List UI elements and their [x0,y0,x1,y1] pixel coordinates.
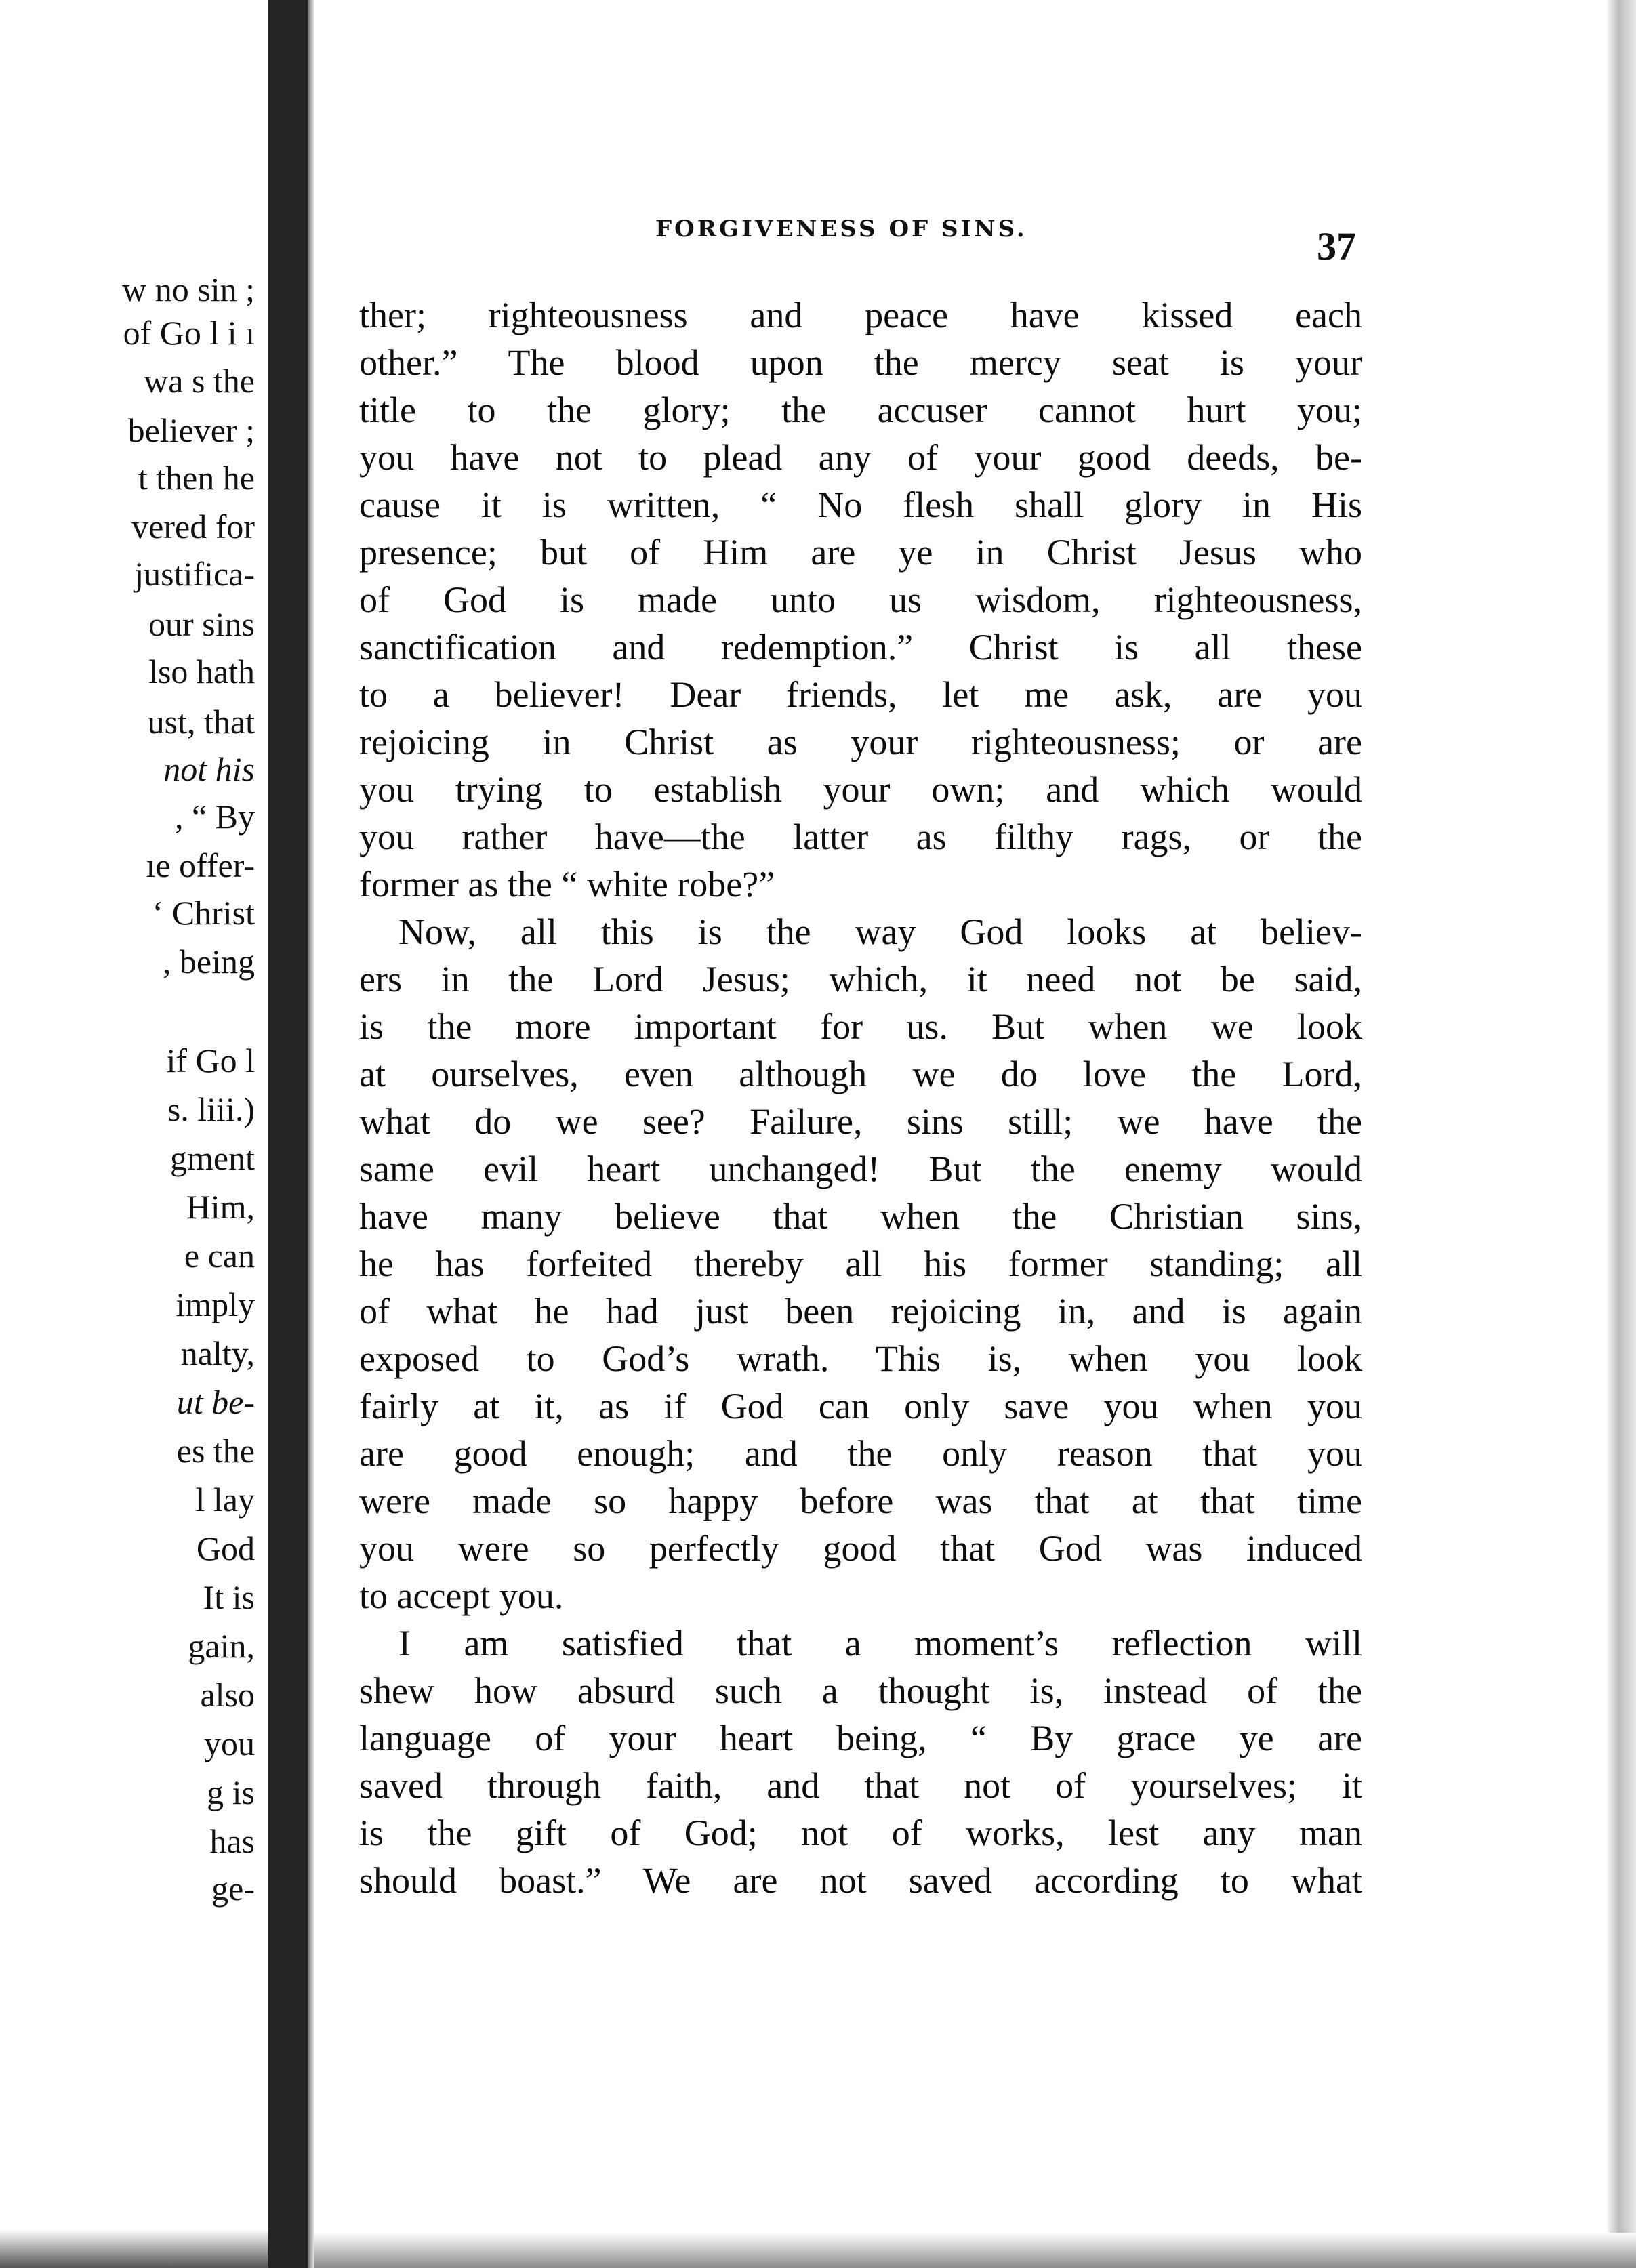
body-text-line: at ourselves, even although we do love the Lord, [359,1054,1362,1094]
body-text-line: are good enough; and the only reason that you [359,1433,1362,1474]
left-page-line: l lay [195,1481,255,1519]
left-page-line: God [196,1529,255,1567]
left-page-line: Him, [186,1188,255,1226]
body-text-line: ers in the Lord Jesus; which, it need not be said, [359,959,1362,999]
body-text-line: you were so perfectly good that God was induced [359,1528,1362,1569]
left-page-line: t then he [138,459,255,497]
body-text-line: rejoicing in Christ as your righteousness; or are [359,722,1362,762]
left-page-line: ge- [211,1870,255,1908]
gutter-shadow [308,0,314,2268]
left-page-line: gment [170,1139,255,1177]
body-text-line: were made so happy before was that at that time [359,1481,1362,1521]
left-page-line: gain, [188,1627,255,1665]
left-facing-page [0,0,268,2268]
left-page-line: has [209,1822,255,1860]
paragraph-start-line: Now, all this is the way God looks at believ- [398,911,1362,952]
body-text-line: you rather have—the latter as filthy rags, or the [359,817,1362,857]
left-page-line: nalty, [180,1334,255,1372]
left-page-line: , “ By [174,798,255,836]
body-text-line: former as the “ white robe?” [359,864,775,905]
body-text-line: title to the glory; the accuser cannot hurt you; [359,390,1362,430]
left-page-line: e can [184,1237,255,1275]
running-head: FORGIVENESS OF SINS. [655,215,1027,243]
left-page-line: ıe offer- [146,846,255,884]
left-page-line: g is [207,1773,255,1811]
book-gutter [268,0,308,2268]
left-page-line: ut be- [176,1383,255,1421]
body-text-line: ther; righteousness and peace have kissed each [359,295,1362,335]
left-page-line: ust, that [147,703,255,741]
body-text-line: you have not to plead any of your good deeds, be- [359,437,1362,478]
left-page-line: justifica- [134,555,255,593]
body-text-line: is the more important for us. But when we look [359,1006,1362,1047]
left-page-line: s. liii.) [167,1090,255,1128]
left-page-line: if Go l [166,1042,255,1079]
left-page-line: you [204,1725,255,1762]
body-text-line: of what he had just been rejoicing in, and is again [359,1291,1362,1332]
left-page-line: wa s the [144,362,255,400]
left-page-line: , being [162,943,255,981]
body-text-line: to accept you. [359,1575,564,1616]
body-text-line: what do we see? Failure, sins still; we have the [359,1101,1362,1142]
left-page-line: our sins [148,605,255,643]
left-page-line: It is [203,1578,255,1616]
left-page-line: also [200,1676,255,1714]
body-text-line: he has forfeited thereby all his former standing; all [359,1243,1362,1284]
left-page-line: believer ; [127,411,255,449]
left-page-line: not his [163,750,255,788]
left-page-line: imply [176,1285,255,1323]
left-page-line: of Go l i ı [123,314,255,352]
page-edge [1608,0,1636,2268]
body-text-line: sanctification and redemption.” Christ is all these [359,627,1362,667]
body-text-line: of God is made unto us wisdom, righteousness, [359,579,1362,620]
left-page-bottom-shadow [0,2229,268,2268]
body-text-line: language of your heart being, “ By grace ye are [359,1718,1362,1758]
body-text-line: have many believe that when the Christian sins, [359,1196,1362,1237]
body-text-line: you trying to establish your own; and which would [359,769,1362,810]
body-text-line: cause it is written, “ No flesh shall glory in His [359,484,1362,525]
left-page-line: w no sin ; [122,270,255,308]
left-page-line: vered for [131,508,255,545]
left-page-line: lso hath [148,653,255,690]
left-page-line: es the [176,1432,255,1470]
body-text-line: should boast.” We are not saved according to what [359,1860,1362,1901]
body-text-line: is the gift of God; not of works, lest any man [359,1813,1362,1853]
body-text-line: exposed to God’s wrath. This is, when you look [359,1338,1362,1379]
paragraph-start-line: I am satisfied that a moment’s reflection will [398,1623,1362,1664]
body-text-line: presence; but of Him are ye in Christ Jesus who [359,532,1362,573]
body-text-line: same evil heart unchanged! But the enemy would [359,1149,1362,1189]
body-text-line: to a believer! Dear friends, let me ask, are you [359,674,1362,715]
body-text-line: shew how absurd such a thought is, instead of the [359,1670,1362,1711]
body-text-line: saved through faith, and that not of yourselves; it [359,1765,1362,1806]
body-text-line: fairly at it, as if God can only save you when you [359,1386,1362,1426]
right-page-bottom-shadow [314,2233,1636,2268]
page-number: 37 [1317,224,1356,268]
left-page-line: ‘ Christ [152,894,255,932]
body-text-line: other.” The blood upon the mercy seat is your [359,342,1362,383]
